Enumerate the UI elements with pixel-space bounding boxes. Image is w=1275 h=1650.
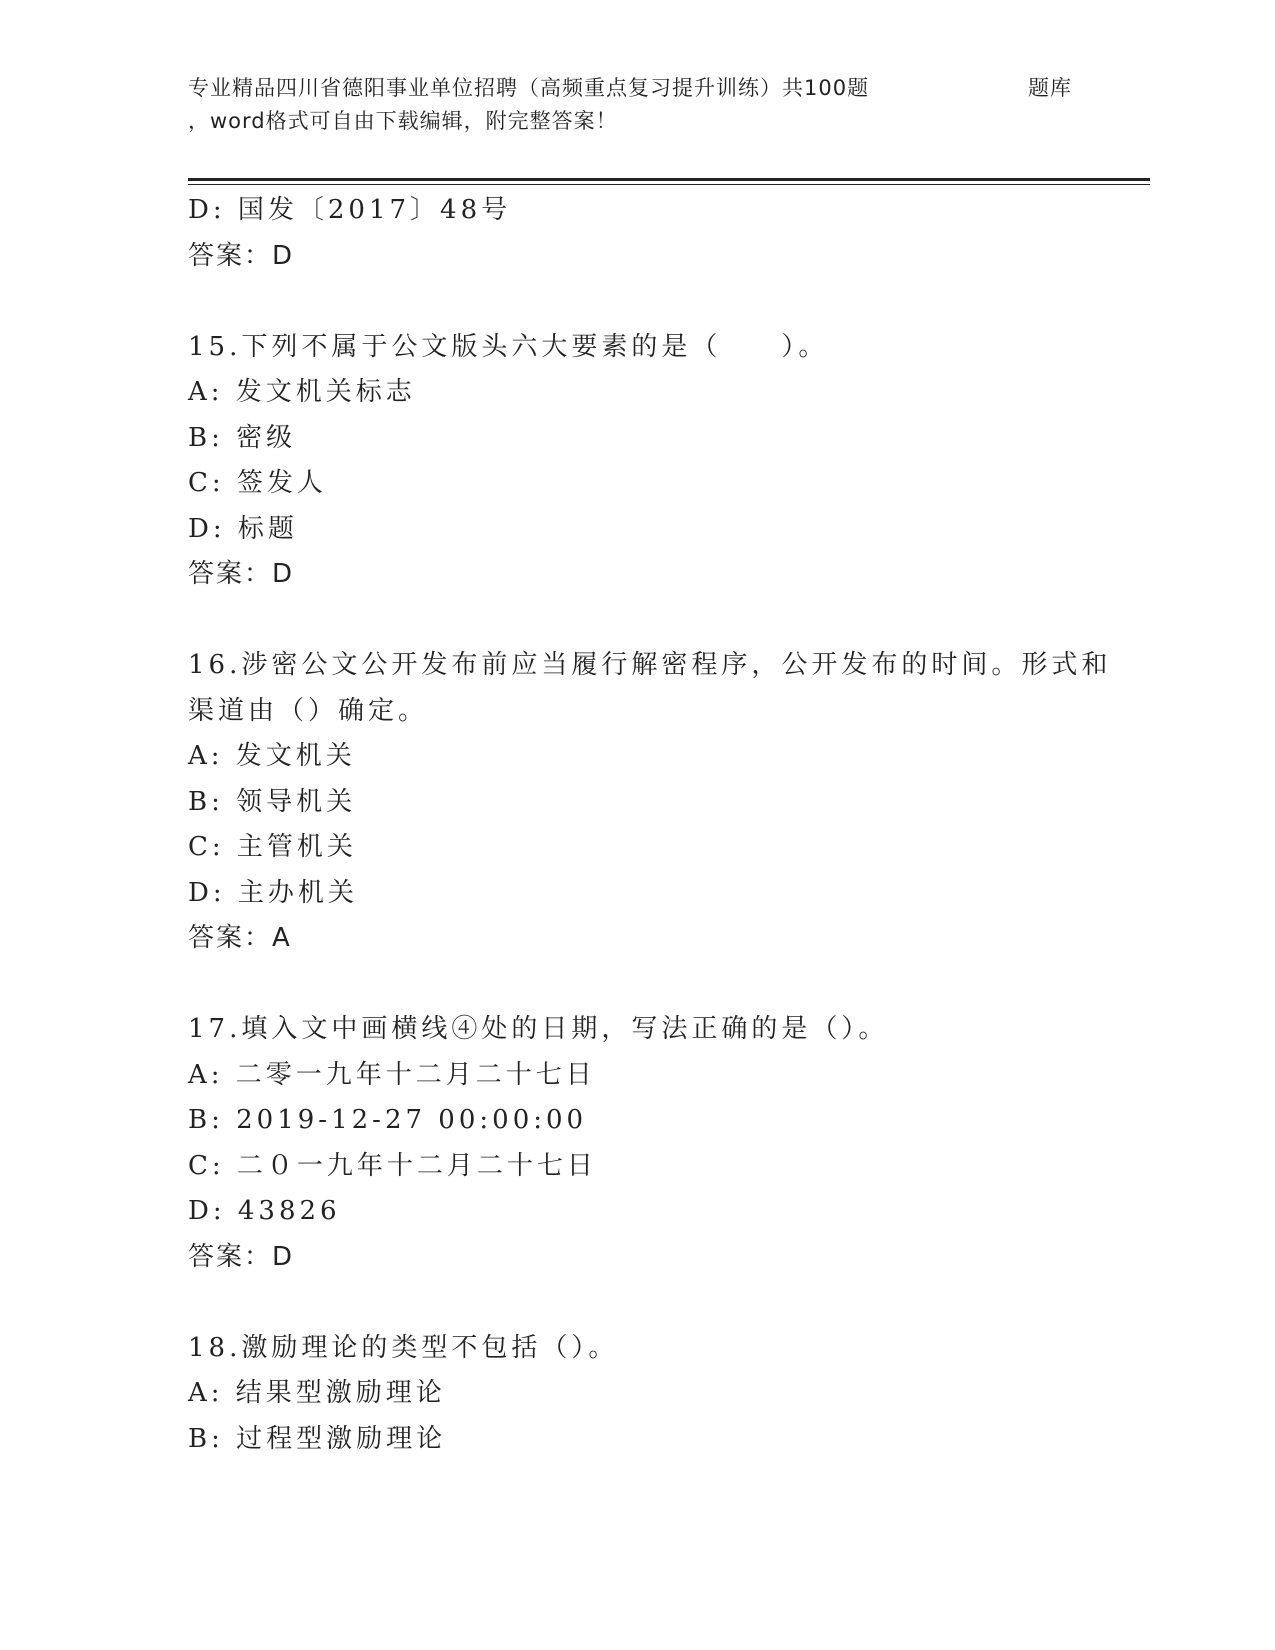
header-rule-thick [188, 178, 1150, 181]
q15-stem: 15.下列不属于公文版头六大要素的是（ ）。 [188, 331, 829, 362]
spacer [188, 279, 1108, 325]
header-title-line1: 专业精品四川省德阳事业单位招聘（高频重点复习提升训练）共100题 [188, 76, 870, 100]
q17-option-c: C: 二０一九年十二月二十七日 [188, 1150, 597, 1181]
spacer [188, 598, 1108, 644]
q16-option-d: D: 主办机关 [188, 877, 358, 908]
header-title-line2: ，word格式可自由下载编辑，附完整答案！ [188, 109, 618, 133]
header-title-tag: 题库 [1028, 76, 1072, 100]
q15-option-a: A: 发文机关标志 [188, 377, 416, 407]
q15-answer: 答案：D [188, 559, 295, 589]
q16-stem-line2: 渠道由（）确定。 [188, 695, 429, 726]
q17-option-b: B: 2019-12-27 00:00:00 [188, 1105, 588, 1135]
q16-option-c: C: 主管机关 [188, 832, 357, 862]
q17-option-a: A: 二零一九年十二月二十七日 [188, 1059, 596, 1090]
document-body [188, 188, 1112, 1462]
q15-option-c: C: 签发人 [188, 468, 327, 498]
q16-stem-line1: 16.涉密公文公开发布前应当履行解密程序，公开发布的时间。形式和 [188, 650, 1112, 680]
q18-stem: 18.激励理论的类型不包括（）。 [188, 1332, 619, 1363]
q15-option-d: D: 标题 [188, 513, 298, 544]
q17-option-d: D: 43826 [188, 1196, 341, 1226]
q16-option-a: A: 发文机关 [188, 741, 356, 771]
header-rule-thin [188, 184, 1150, 185]
page-header [188, 72, 1148, 138]
prev-answer: 答案：D [188, 240, 295, 271]
q18-option-a: A: 结果型激励理论 [188, 1378, 446, 1408]
q17-answer: 答案：D [188, 1241, 295, 1272]
spacer [188, 1280, 1108, 1326]
q17-stem: 17.填入文中画横线④处的日期，写法正确的是（）。 [188, 1014, 889, 1044]
q16-option-b: B: 领导机关 [188, 786, 357, 817]
q18-option-b: B: 过程型激励理论 [188, 1423, 447, 1454]
spacer [188, 962, 1108, 1008]
prev-option-d: D: 国发〔2017〕48号 [188, 195, 512, 225]
q15-option-b: B: 密级 [188, 422, 297, 453]
q16-answer: 答案：A [188, 923, 292, 953]
